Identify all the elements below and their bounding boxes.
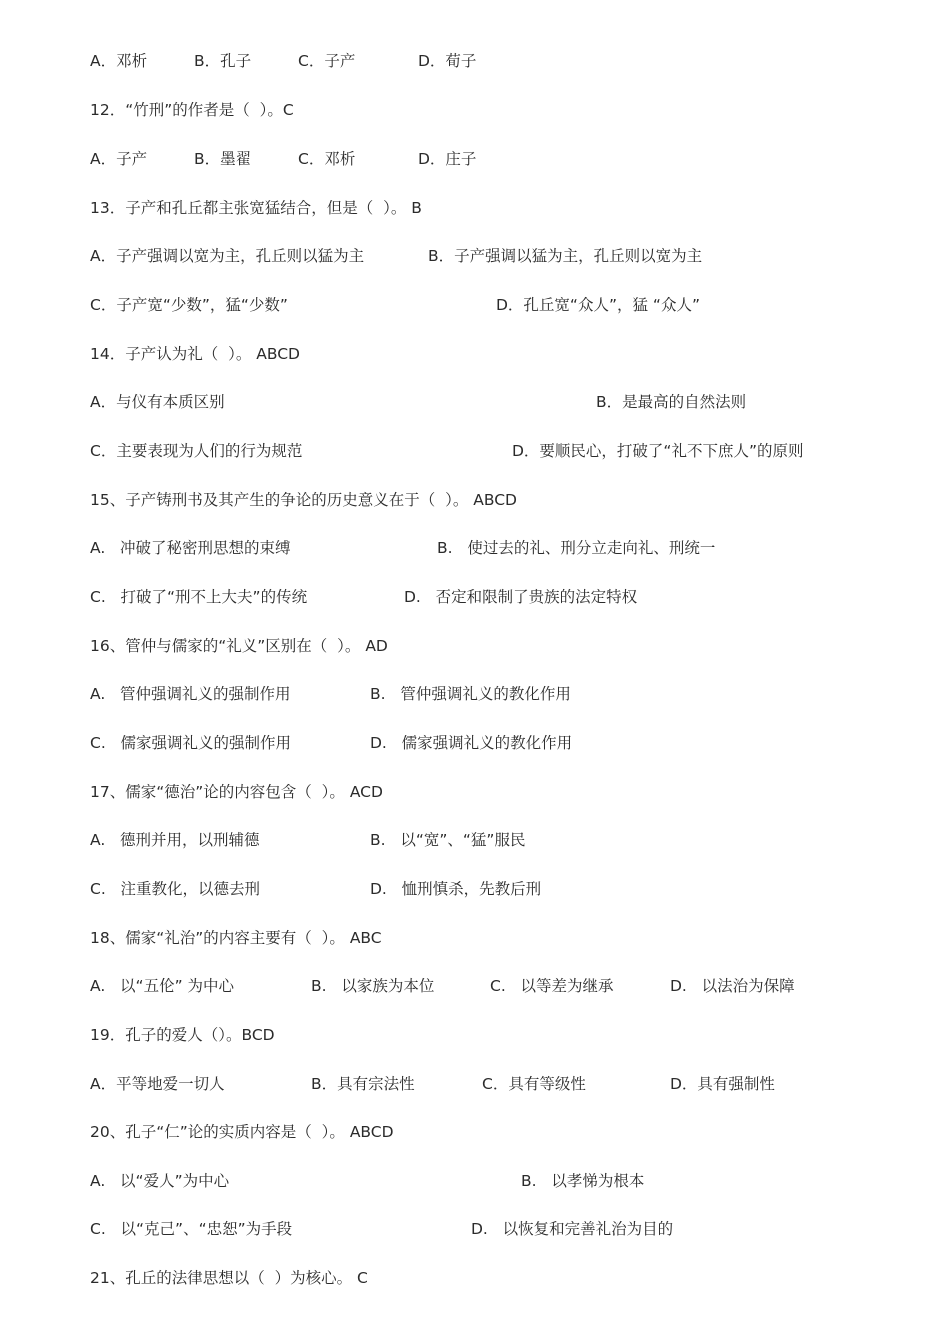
option-d: D. 以恢复和完善礼治为目的 <box>471 1220 674 1238</box>
option-a: A．子产强调以宽为主，孔丘则以猛为主 <box>90 247 365 265</box>
question-line <box>0 98 950 122</box>
option-row <box>0 1072 950 1096</box>
option-a: A．与仪有本质区别 <box>90 393 225 411</box>
option-row <box>0 1169 950 1193</box>
option-a: A．邓析 <box>90 52 148 70</box>
option-b: B. 以孝悌为根本 <box>521 1172 645 1190</box>
option-b: B．墨翟 <box>194 150 252 168</box>
option-d: D. 恤刑慎杀，先教后刑 <box>370 880 542 898</box>
option-b: B．孔子 <box>194 52 252 70</box>
option-d: D．孔丘宽“众人”，猛 “众人” <box>496 296 700 314</box>
question-line <box>0 1266 950 1290</box>
option-row <box>0 147 950 171</box>
option-b: B. 管仲强调礼义的教化作用 <box>370 685 571 703</box>
question-text: 21、孔丘的法律思想以（ ）为核心。 C <box>90 1269 368 1287</box>
option-b: B．子产强调以猛为主，孔丘则以宽为主 <box>428 247 703 265</box>
option-b: B. 以家族为本位 <box>311 977 435 995</box>
question-line <box>0 926 950 950</box>
option-c: C. 注重教化，以德去刑 <box>90 880 261 898</box>
option-d: D．庄子 <box>418 150 477 168</box>
question-text: 12．“竹刑”的作者是（ ）。C <box>90 101 294 119</box>
question-text: 17、儒家“德治”论的内容包含（ ）。 ACD <box>90 783 383 801</box>
option-row <box>0 1217 950 1241</box>
option-d: D. 儒家强调礼义的教化作用 <box>370 734 573 752</box>
option-c: C．子产 <box>298 52 356 70</box>
question-text: 14．子产认为礼（ ）。 ABCD <box>90 345 300 363</box>
option-d: D．荀子 <box>418 52 477 70</box>
option-row <box>0 390 950 414</box>
question-line <box>0 634 950 658</box>
option-a: A. 德刑并用，以刑辅德 <box>90 831 260 849</box>
option-row <box>0 293 950 317</box>
option-row <box>0 585 950 609</box>
option-c: C. 儒家强调礼义的强制作用 <box>90 734 292 752</box>
option-row <box>0 974 950 998</box>
option-row <box>0 439 950 463</box>
question-text: 18、儒家“礼治”的内容主要有（ ）。 ABC <box>90 929 382 947</box>
option-c: C. 以等差为继承 <box>490 977 614 995</box>
option-d: D．具有强制性 <box>670 1075 775 1093</box>
question-line <box>0 1120 950 1144</box>
option-c: C．子产宽“少数”，猛“少数” <box>90 296 288 314</box>
option-row <box>0 731 950 755</box>
option-a: A. 冲破了秘密刑思想的束缚 <box>90 539 291 557</box>
option-d: D．要顺民心，打破了“礼不下庶人”的原则 <box>512 442 804 460</box>
option-c: C．邓析 <box>298 150 356 168</box>
option-row <box>0 49 950 73</box>
question-line <box>0 196 950 220</box>
question-text: 19．孔子的爱人（）。BCD <box>90 1026 275 1044</box>
option-row <box>0 536 950 560</box>
option-d: D. 否定和限制了贵族的法定特权 <box>404 588 638 606</box>
question-text: 13．子产和孔丘都主张宽猛结合，但是（ ）。 B <box>90 199 422 217</box>
option-row <box>0 682 950 706</box>
option-c: C．具有等级性 <box>482 1075 586 1093</box>
option-a: A. 管仲强调礼义的强制作用 <box>90 685 291 703</box>
option-b: B．是最高的自然法则 <box>596 393 747 411</box>
option-row <box>0 244 950 268</box>
option-a: A. 以“五伦” 为中心 <box>90 977 235 995</box>
question-text: 15、子产铸刑书及其产生的争论的历史意义在于（ ）。 ABCD <box>90 491 517 509</box>
option-c: C. 以“克己”、“忠恕”为手段 <box>90 1220 293 1238</box>
question-text: 20、孔子“仁”论的实质内容是（ ）。 ABCD <box>90 1123 394 1141</box>
option-c: C. 打破了“刑不上大夫”的传统 <box>90 588 308 606</box>
option-c: C．主要表现为人们的行为规范 <box>90 442 303 460</box>
option-b: B．具有宗法性 <box>311 1075 415 1093</box>
question-line <box>0 488 950 512</box>
option-b: B. 使过去的礼、刑分立走向礼、刑统一 <box>437 539 716 557</box>
option-d: D. 以法治为保障 <box>670 977 795 995</box>
question-line <box>0 780 950 804</box>
option-row <box>0 828 950 852</box>
question-line <box>0 342 950 366</box>
option-a: A．平等地爱一切人 <box>90 1075 225 1093</box>
option-a: A. 以“爱人”为中心 <box>90 1172 230 1190</box>
option-a: A．子产 <box>90 150 148 168</box>
option-row <box>0 877 950 901</box>
question-text: 16、管仲与儒家的“礼义”区别在（ ）。 AD <box>90 637 388 655</box>
option-b: B. 以“宽”、“猛”服民 <box>370 831 526 849</box>
question-line <box>0 1023 950 1047</box>
